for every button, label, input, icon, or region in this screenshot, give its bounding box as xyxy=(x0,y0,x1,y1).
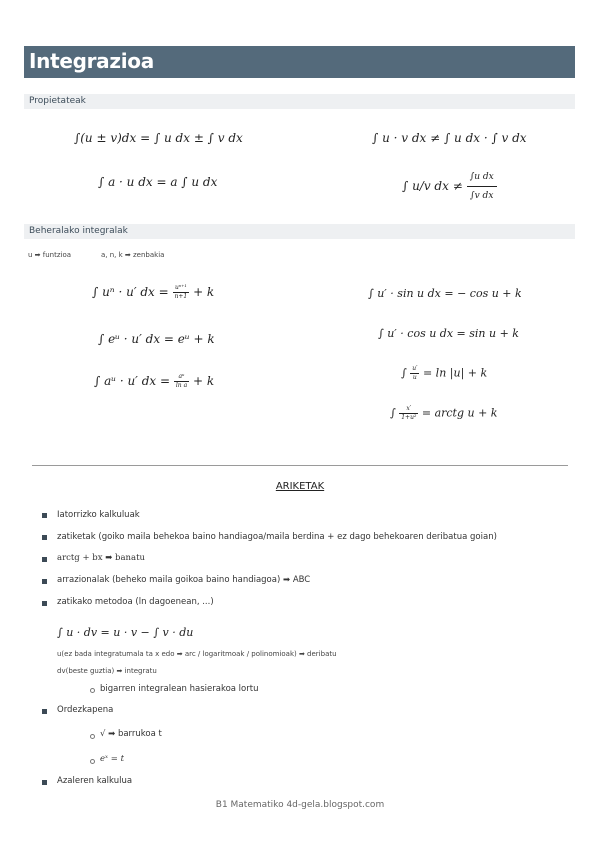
log-lhs: ∫ xyxy=(401,366,407,380)
sub-bullet-icon xyxy=(90,734,95,739)
quotient-num: ∫u dx xyxy=(467,168,497,187)
exp-a-den: ln a xyxy=(175,382,188,389)
exp-a-rhs: + k xyxy=(192,374,215,388)
log-fraction xyxy=(410,365,419,382)
exercise-item: Iatorrizko kalkuluak xyxy=(57,510,140,520)
legend-function: u ➡ funtzioa xyxy=(28,251,72,259)
log-rule xyxy=(401,365,487,382)
sub-item-root xyxy=(100,729,162,739)
exp-a-lhs: ∫ aᵘ · u′ dx = xyxy=(94,374,171,388)
arctg-lhs: ∫ xyxy=(390,406,396,420)
cos-rule: ∫ u′ · cos u dx = sin u + k xyxy=(378,327,519,340)
power-num: uⁿ⁺¹ xyxy=(173,284,190,293)
arctg-rule xyxy=(390,405,497,422)
exercise-item: zatikako metodoa (ln dagoenean, ...) xyxy=(57,597,214,607)
product-property: ∫ u · v dx ≠ ∫ u dx · ∫ v dx xyxy=(372,131,527,145)
sub-item-exp: eˣ = t xyxy=(100,754,124,764)
log-den: u xyxy=(412,374,417,381)
log-num: u′ xyxy=(412,365,418,372)
exp-a-fraction xyxy=(174,373,189,390)
sum-property: ∫(u ± v)dx = ∫ u dx ± ∫ v dx xyxy=(74,131,243,145)
exercise-item: arrazionalak (beheko maila goikoa baino handiagoa) ➡ ABC xyxy=(57,575,311,585)
exp-rule: ∫ eᵘ · u′ dx = eᵘ + k xyxy=(98,332,215,346)
section-title: Propietateak xyxy=(29,96,86,106)
section-header-properties xyxy=(24,94,575,109)
areas-item: Azaleren kalkulua xyxy=(57,776,133,786)
exercises-heading: ARIKETAK xyxy=(275,481,325,492)
power-rule xyxy=(92,284,214,301)
quotient-fraction xyxy=(467,168,497,205)
page-title: Integrazioa xyxy=(29,49,154,73)
power-rhs: + k xyxy=(193,285,215,299)
section-header-basic-integrals xyxy=(24,224,575,239)
bullet-icon xyxy=(42,535,47,540)
root-expr: √ xyxy=(100,729,106,739)
title-bar xyxy=(24,46,575,78)
power-fraction xyxy=(173,284,190,301)
root-text: ➡ barrukoa t xyxy=(108,729,162,739)
arctg-den: 1+u² xyxy=(401,414,417,421)
sub-bullet-icon xyxy=(90,688,95,693)
bullet-icon xyxy=(42,601,47,606)
bullet-icon xyxy=(42,557,47,562)
parts-note-dv: dv(beste guztia) ➡ integratu xyxy=(57,667,157,675)
exp-a-num: aᵘ xyxy=(174,373,189,382)
power-den: n+1 xyxy=(174,293,188,300)
substitution-item: Ordezkapena xyxy=(57,705,114,715)
quotient-property xyxy=(402,168,497,205)
sub-bullet-icon xyxy=(90,759,95,764)
arctg-num: x′ xyxy=(399,405,418,414)
footer: B1 Matematiko 4d-gela.blogspot.com xyxy=(215,800,385,810)
arctg-rhs: = arctg u + k xyxy=(421,406,498,420)
sin-rule: ∫ u′ · sin u dx = − cos u + k xyxy=(368,287,522,300)
legend-constants: a, n, k ➡ zenbakia xyxy=(101,251,165,259)
parts-formula: ∫ u · dv = u · v − ∫ v · du xyxy=(57,626,194,639)
parts-sub-item: bigarren integralean hasierakoa lortu xyxy=(100,684,259,694)
constant-property: ∫ a · u dx = a ∫ u dx xyxy=(98,175,218,189)
bullet-icon xyxy=(42,709,47,714)
bullet-icon xyxy=(42,579,47,584)
divider xyxy=(32,465,568,466)
quotient-den: ∫v dx xyxy=(469,191,494,201)
exp-a-rule xyxy=(94,373,214,390)
exercise-item: zatiketak (goiko maila behekoa baino handiagoa/maila berdina + ez dago behekoaren deribatua goian) xyxy=(57,532,497,542)
parts-note-u: u(ez bada integratumala ta x edo ➡ arc / logaritmoak / polinomioak) ➡ deribatu xyxy=(57,650,337,658)
exercise-item: arctg + bx ➡ banatu xyxy=(57,553,145,563)
section-title: Beheralako integralak xyxy=(29,226,128,236)
quotient-lhs: ∫ u/v dx ≠ xyxy=(402,179,463,193)
power-lhs: ∫ uⁿ · u′ dx = xyxy=(92,285,169,299)
arctg-fraction xyxy=(399,405,418,422)
bullet-icon xyxy=(42,513,47,518)
log-rhs: = ln |u| + k xyxy=(422,366,488,380)
bullet-icon xyxy=(42,780,47,785)
